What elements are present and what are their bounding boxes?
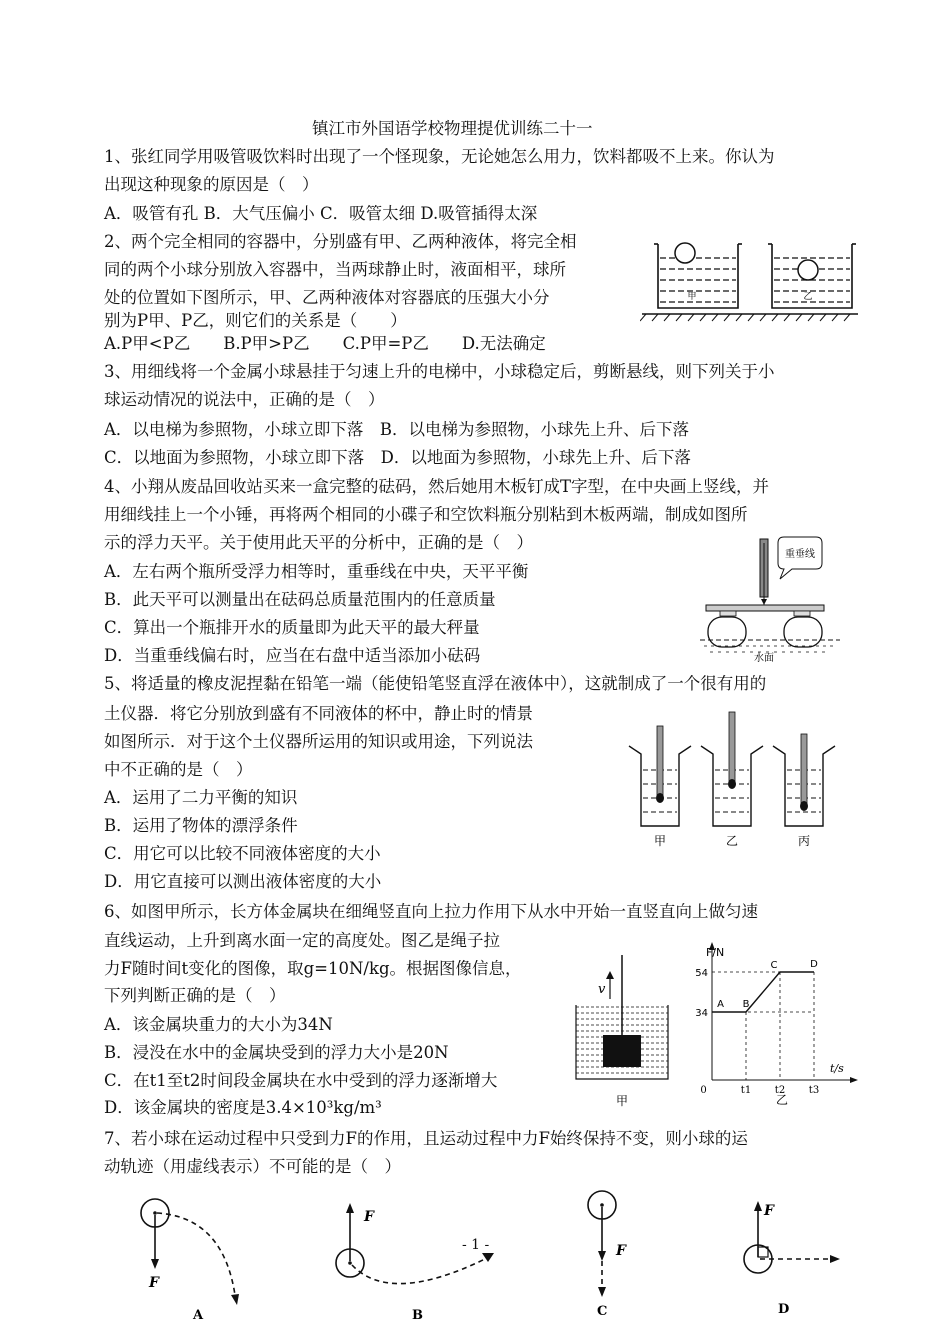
page-title: 镇江市外国语学校物理提优训练二十一 xyxy=(312,119,593,138)
q2-label-jia: 甲 xyxy=(687,292,697,302)
q3-option-cd: C．以地面为参照物，小球立即下落 D．以地面为参照物，小球先上升、后下落 xyxy=(104,448,691,467)
q5-label-bing: 丙 xyxy=(797,834,811,848)
q5-figure xyxy=(625,708,845,853)
q7-option-a-figure xyxy=(135,1195,255,1325)
chart-point-label-D: D xyxy=(810,959,818,970)
chart-point-label-B: B xyxy=(742,999,750,1010)
q7-c-force: F xyxy=(616,1243,626,1259)
q5-line3: 如图所示．对于这个土仪器所运用的知识或用途，下列说法 xyxy=(104,732,533,751)
q5-line4: 中不正确的是（ ） xyxy=(104,760,253,779)
chart-point-label-C: C xyxy=(770,960,778,971)
q7-b-force: F xyxy=(364,1209,374,1225)
q6-metal-block xyxy=(603,1035,641,1067)
q6-line2: 直线运动，上升到离水面一定的高度处。图乙是绳子拉 xyxy=(104,931,500,950)
q6-option-b: B．浸没在水中的金属块受到的浮力大小是20N xyxy=(104,1043,449,1062)
q4-option-b: B．此天平可以测量出在砝码总质量范围内的任意质量 xyxy=(104,590,496,609)
q2-line1: 2、两个完全相同的容器中，分别盛有甲、乙两种液体，将完全相 xyxy=(104,232,577,251)
q4-option-a: A．左右两个瓶所受浮力相等时，重垂线在中央，天平平衡 xyxy=(104,562,529,581)
q6-force-time-chart xyxy=(690,940,860,1110)
q2-ball-left xyxy=(675,243,695,263)
q3-line1: 3、用细线将一个金属小球悬挂于匀速上升的电梯中，小球稳定后，剪断悬线，则下列关于小 xyxy=(104,362,775,381)
q6-figure-jia xyxy=(572,955,672,1110)
q5-option-b: B．运用了物体的漂浮条件 xyxy=(104,816,298,835)
q2-line2: 同的两个小球分别放入容器中，当两球静止时，液面相平，球所 xyxy=(104,260,566,279)
q7-option-b-figure xyxy=(330,1195,510,1325)
q7-a-label: A xyxy=(193,1308,204,1323)
chart-series-line xyxy=(712,972,814,1012)
q6-option-d: D．该金属块的密度是3.4×10³kg/m³ xyxy=(104,1098,382,1117)
q7-b-label: B xyxy=(412,1308,423,1323)
q7-a-force: F xyxy=(149,1275,159,1291)
q7-d-force: F xyxy=(764,1203,774,1219)
q4-float-balance-figure xyxy=(700,535,840,665)
chart-x-tick-0: 0 xyxy=(700,1085,707,1096)
q6-option-c xyxy=(104,1070,497,1092)
q6-label-yi: 乙 xyxy=(775,1093,789,1107)
q4-label-water: 水面 xyxy=(754,653,774,664)
q5-line1: 5、将适量的橡皮泥捏黏在铅笔一端（能使铅笔竖直浮在液体中），这就制成了一个很有用的 xyxy=(104,674,767,693)
q6-velocity-label: v xyxy=(598,982,606,997)
chart-y-tick-34: 34 xyxy=(695,1008,708,1019)
page-number: - 1 - xyxy=(462,1237,490,1253)
q5-line2: 土仪器．将它分别放到盛有不同液体的杯中，静止时的情景 xyxy=(104,704,533,723)
q3-line2: 球运动情况的说法中，正确的是（ ） xyxy=(104,390,385,409)
q4-line2: 用细线挂上一个小锤，再将两个相同的小碟子和空饮料瓶分别粘到木板两端，制成如图所 xyxy=(104,505,748,524)
q7-option-d-figure xyxy=(740,1195,850,1325)
q4-line1: 4、小翔从废品回收站买来一盒完整的砝码，然后她用木板钉成T字型，在中央画上竖线，并 xyxy=(104,477,770,496)
q2-figure xyxy=(640,236,860,326)
q1-line1: 1、张红同学用吸管吸饮料时出现了一个怪现象，无论她怎么用力，饮料都吸不上来。你认为 xyxy=(104,147,775,166)
q6-option-a: A．该金属块重力的大小为34N xyxy=(104,1015,333,1034)
q4-option-c: C．算出一个瓶排开水的质量即为此天平的最大秤量 xyxy=(104,618,480,637)
chart-x-tick-3: t3 xyxy=(808,1085,820,1096)
q2-ball-right xyxy=(798,260,818,280)
q5-label-yi: 乙 xyxy=(725,834,739,848)
q7-line2: 动轨迹（用虚线表示）不可能的是（ ） xyxy=(104,1157,401,1176)
q5-option-a: A．运用了二力平衡的知识 xyxy=(104,788,298,807)
q5-label-jia: 甲 xyxy=(653,834,667,848)
q1-line2: 出现这种现象的原因是（ ） xyxy=(104,175,319,194)
q4-line3: 示的浮力天平。关于使用此天平的分析中，正确的是（ ） xyxy=(104,533,533,552)
q7-option-c-figure xyxy=(580,1185,640,1325)
chart-point-label-A: A xyxy=(717,999,724,1010)
q6-line4: 下列判断正确的是（ ） xyxy=(104,986,286,1005)
q7-line1: 7、若小球在运动过程中只受到力F的作用，且运动过程中力F始终保持不变，则小球的运 xyxy=(104,1129,748,1148)
q7-d-label: D xyxy=(778,1302,790,1317)
q4-option-d: D．当重垂线偏右时，应当在右盘中适当添加小砝码 xyxy=(104,646,481,665)
q6-option-c-text: C．在t1至t2时间段金属块在水中受到的浮力逐渐增大 xyxy=(104,1071,498,1090)
q2-line4: 别为P甲、P乙，则它们的关系是（ ） xyxy=(104,311,407,330)
q6-label-jia: 甲 xyxy=(615,1094,629,1108)
chart-x-tick-1: t1 xyxy=(740,1085,752,1096)
q6-line3: 力F随时间t变化的图像，取g=10N/kg。根据图像信息， xyxy=(104,959,522,978)
q2-label-yi: 乙 xyxy=(803,292,813,302)
q3-option-ab: A．以电梯为参照物，小球立即下落 B．以电梯为参照物，小球先上升、后下落 xyxy=(104,420,690,439)
q4-label-plumb: 重垂线 xyxy=(785,549,815,560)
q2-line3: 处的位置如下图所示，甲、乙两种液体对容器底的压强大小分 xyxy=(104,288,550,307)
q7-c-label: C xyxy=(597,1304,608,1319)
chart-x-label: t/s xyxy=(830,1062,844,1075)
q2-options: A.P甲<P乙 B.P甲>P乙 C.P甲=P乙 D.无法确定 xyxy=(104,334,546,353)
chart-y-label: F/N xyxy=(706,946,725,959)
q1-options: A．吸管有孔 B．大气压偏小 C．吸管太细 D.吸管插得太深 xyxy=(104,204,538,223)
q5-option-d: D．用它直接可以测出液体密度的大小 xyxy=(104,872,382,891)
q6-line1: 6、如图甲所示，长方体金属块在细绳竖直向上拉力作用下从水中开始一直竖直向上做匀速 xyxy=(104,902,758,921)
chart-x-tick-2: t2 xyxy=(774,1085,786,1096)
q5-option-c: C．用它可以比较不同液体密度的大小 xyxy=(104,844,381,863)
chart-y-tick-54: 54 xyxy=(695,968,708,979)
